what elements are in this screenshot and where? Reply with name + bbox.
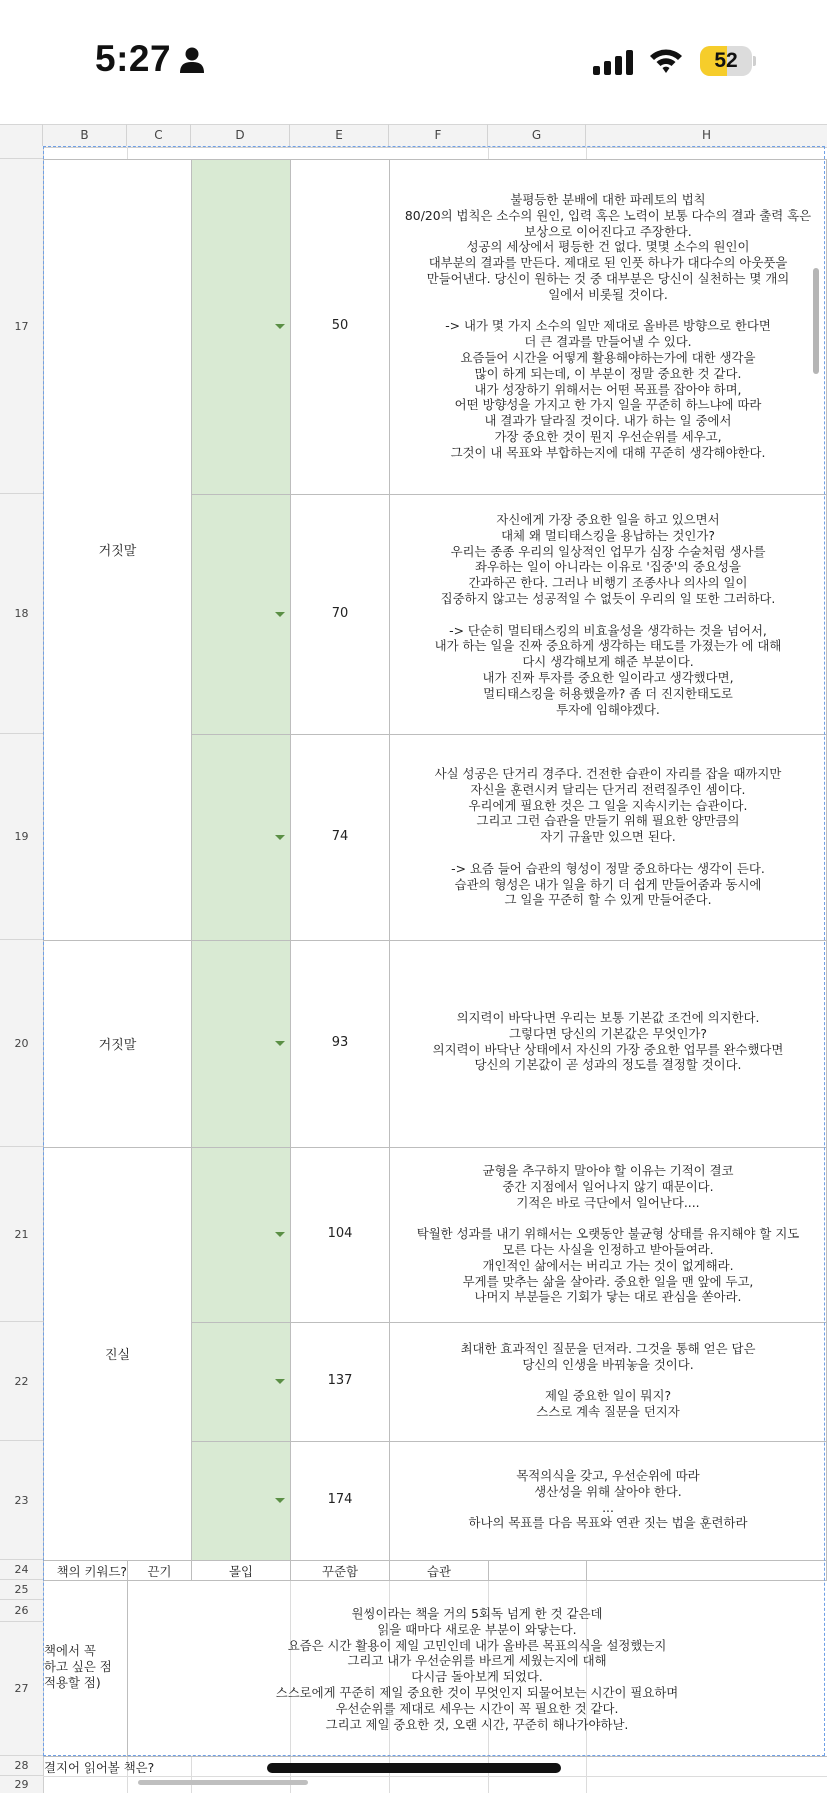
- horizontal-scrollbar[interactable]: [138, 1780, 308, 1785]
- home-indicator[interactable]: [267, 1763, 561, 1773]
- corner-cell[interactable]: [0, 124, 43, 146]
- column-header-g[interactable]: G: [488, 124, 586, 146]
- value-cell-e19[interactable]: 74: [331, 829, 349, 844]
- selection-range: [43, 146, 825, 1756]
- keyword-cell-c24[interactable]: 끈기: [147, 1564, 172, 1579]
- merged-label-rows-17-19[interactable]: 거짓말: [98, 544, 137, 559]
- row-header-23[interactable]: 23: [0, 1441, 43, 1560]
- next-book-question-cell[interactable]: 결지어 읽어볼 책은?: [44, 1760, 155, 1775]
- column-header-e[interactable]: E: [290, 124, 389, 146]
- apply-question-cell[interactable]: 책에서 꼭 하고 싶은 점 적용할 점): [44, 1643, 112, 1690]
- note-cell-row-18[interactable]: 자신에게 가장 중요한 일을 하고 있으면서 대체 왜 멀티태스킹을 용납하는 것인가? 우리는 종종 우리의 일상적인 업무가 심장 수술처럼 생사를 좌우하는 일이 아니라는 이유로 '집중'의 중요성을 간과하곤 한다. 그러나 비행기 조종사나 의사의 일이 집중하지 않고는 성공적일 수 없듯이 우리의 일 또한 그러하다. -> 단순히 멀티태스킹의 비효율성을 생각하는 것을 넘어서, 내가 하는 일을 진짜 중요하게 생각하는 태도를 가졌는가 에 대해 다시 생각해보게 해준 부분이다. 내가 진짜 투자를 중요한 일이라고 생각했다면, 멀티태스킹을 허용했을까? 좀 더 진지한태도로 투자에 임해야겠다.: [434, 512, 782, 717]
- status-time: 5:27: [95, 38, 172, 79]
- row-header-18[interactable]: 18: [0, 494, 43, 734]
- row-header-27[interactable]: 27: [0, 1622, 43, 1756]
- column-header-c[interactable]: C: [127, 124, 191, 146]
- value-cell-e23[interactable]: 174: [327, 1492, 353, 1507]
- keyword-cell-e24[interactable]: 꾸준함: [322, 1564, 358, 1579]
- row-header-24[interactable]: 24: [0, 1560, 43, 1580]
- column-header-b[interactable]: B: [43, 124, 127, 146]
- row-header-26[interactable]: 26: [0, 1600, 43, 1622]
- row-header-22[interactable]: 22: [0, 1322, 43, 1441]
- value-cell-e20[interactable]: 93: [331, 1035, 349, 1050]
- keyword-cell-d24[interactable]: 몰입: [229, 1564, 253, 1579]
- value-cell-e17[interactable]: 50: [331, 318, 349, 333]
- battery-icon: [700, 46, 756, 76]
- note-cell-row-22[interactable]: 최대한 효과적인 질문을 던져라. 그것을 통해 얻은 답은 당신의 인생을 바꿔놓을 것이다. 제일 중요한 일이 뭐지? 스스로 계속 질문을 던지자: [460, 1341, 756, 1420]
- column-header-h[interactable]: H: [701, 128, 712, 142]
- value-cell-e21[interactable]: 104: [327, 1226, 353, 1241]
- row-header-28[interactable]: 28: [0, 1756, 43, 1776]
- row-header-25[interactable]: 25: [0, 1580, 43, 1600]
- note-cell-row-17[interactable]: 불평등한 분배에 대한 파레토의 법칙 80/20의 법칙은 소수의 원인, 입력 혹은 노력이 보통 다수의 결과 출력 혹은 보상으로 이어진다고 주장한다. 성공의 세상에서 평등한 건 없다. 몇몇 소수의 원인이 대부분의 결과를 만든다. 제대로 된 인풋 하나가 대다수의 아웃풋을 만들어낸다. 당신이 원하는 것 중 대부분은 당신이 실천하는 몇 개의 일에서 비롯될 것이다. -> 내가 몇 가지 소수의 일만 제대로 올바른 방향으로 한다면 더 큰 결과를 만들어낼 수 있다. 요즘들어 시간을 어떻게 활용해야하는가에 대한 생각을 많이 하게 되는데, 이 부분이 정말 중요한 것 같다. 내가 성장하기 위해서는 어떤 목표를 잡아야 하며, 어떤 방향성을 가지고 한 가지 일을 꾸준히 하느냐에 따라 내 결과가 달라질 것이다. 내가 하는 일 중에서 가장 중요한 것이 뭔지 우선순위를 세우고, 그것이 내 목표와 부합하는지에 대해 꾸준히 생각해야한다.: [404, 192, 812, 460]
- vertical-scrollbar[interactable]: [813, 268, 819, 374]
- keyword-cell-f24[interactable]: 습관: [427, 1564, 451, 1579]
- value-cell-e22[interactable]: 137: [327, 1373, 353, 1388]
- wifi-icon: [648, 47, 684, 75]
- keyword-question-cell[interactable]: 책의 키워드?: [56, 1564, 127, 1579]
- row-header-20[interactable]: 20: [0, 940, 43, 1147]
- person-icon: [180, 46, 204, 74]
- row-header-17[interactable]: 17: [0, 159, 43, 494]
- note-cell-row-19[interactable]: 사실 성공은 단거리 경주다. 건전한 습관이 자리를 잡을 때까지만 자신을 훈련시켜 달리는 단거리 전력질주인 셈이다. 우리에게 필요한 것은 그 일을 지속시키는 습관이다. 그리고 그런 습관을 만들기 위해 필요한 양만큼의 자기 규율만 있으면 된다. -> 요즘 들어 습관의 형성이 정말 중요하다는 생각이 든다. 습관의 형성은 내가 일을 하기 더 쉽게 만들어줌과 동시에 그 일을 꾸준히 할 수 있게 만들어준다.: [434, 766, 782, 908]
- signal-icon: [593, 50, 635, 75]
- merged-label-rows-21-23[interactable]: 진실: [104, 1348, 131, 1363]
- row-header-19[interactable]: 19: [0, 734, 43, 940]
- row-header-29[interactable]: 29: [14, 1778, 29, 1791]
- note-cell-row-23[interactable]: 목적의식을 갖고, 우선순위에 따라 생산성을 위해 살아야 한다. ... 하나의 목표를 다음 목표와 연관 짓는 법을 훈련하라: [468, 1468, 748, 1531]
- value-cell-e18[interactable]: 70: [331, 606, 349, 621]
- row-header-16[interactable]: [0, 147, 43, 159]
- note-cell-row-21[interactable]: 균형을 추구하지 말아야 할 이유는 기적이 결코 중간 지점에서 일어나지 않기 때문이다. 기적은 바로 극단에서 일어난다.... 탁월한 성과를 내기 위해서는 오랫동안 불균형 상태를 유지해야 할 지도 모른 다는 사실을 인정하고 받아들여라. 개인적인 삶에서는 버리고 가는 것이 없게해라. 무게를 맞추는 삶을 살아라. 중요한 일을 맨 앞에 두고, 나머지 부분들은 기회가 닿는 대로 관심을 쏟아라.: [416, 1163, 800, 1305]
- row-header-21[interactable]: 21: [0, 1147, 43, 1322]
- column-header-d[interactable]: D: [191, 124, 290, 146]
- note-cell-row-20[interactable]: 의지력이 바닥나면 우리는 보통 기본값 조건에 의지한다. 그렇다면 당신의 기본값은 무엇인가? 의지력이 바닥난 상태에서 자신의 가장 중요한 업무를 완수했다면 당신의 기본값이 곧 성과의 정도를 결정할 것이다.: [432, 1010, 784, 1073]
- battery-level: 52: [714, 49, 738, 72]
- reflection-cell[interactable]: 원씽이라는 책을 거의 5회독 넘게 한 것 같은데 읽을 때마다 새로운 부분이 와닿는다. 요즘은 시간 활용이 제일 고민인데 내가 올바른 목표의식을 설정했는지 그리고 내가 우선순위를 바르게 세웠는지에 대해 다시금 돌아보게 되었다. 스스로에게 꾸준히 제일 중요한 것이 무엇인지 되물어보는 시간이 필요하며 우선순위를 제대로 세우는 시간이 꼭 필요한 것 같다. 그리고 제일 중요한 것, 오랜 시간, 꾸준히 해나가야하낟.: [275, 1606, 679, 1732]
- merged-label-row-20[interactable]: 거짓말: [98, 1038, 137, 1053]
- column-header-f[interactable]: F: [389, 124, 488, 146]
